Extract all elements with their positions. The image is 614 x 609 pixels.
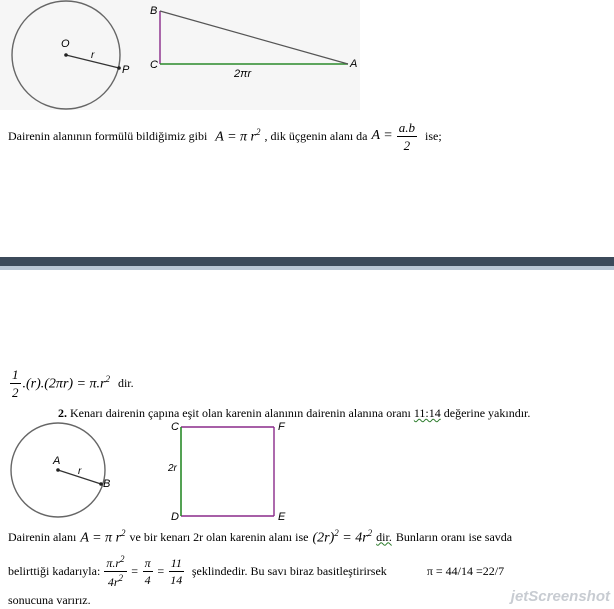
watermark-logo: jetScreenshot <box>510 588 610 605</box>
line4-p2: şeklindedir. Bu savı biraz basitleştirirsek <box>191 563 387 578</box>
point-a <box>56 468 60 472</box>
equals-1: = <box>130 563 139 578</box>
label-b2: B <box>103 478 111 490</box>
line3-dir: dir. <box>376 529 392 544</box>
text-line-4 <box>8 551 504 591</box>
fraction-pi-r2-over-4r2: $\frac{\pi.r^2}{4r^2}$ <box>106 553 125 589</box>
label-a2: A <box>53 455 61 467</box>
line1-mid: , dik üçgenin alanı da <box>264 128 368 143</box>
text-line-3 <box>8 525 512 549</box>
page-divider-shadow <box>0 266 614 270</box>
formula-circle-area-2: A = π $r^2$ <box>80 527 126 546</box>
label-f: F <box>278 421 285 433</box>
line3-p2: ve bir kenarı 2r olan karenin alanı ise <box>129 529 309 544</box>
label-c: C <box>150 59 158 71</box>
fraction-one-half: $\frac{1}{2}$ <box>12 366 19 400</box>
line2-dir: dir. <box>117 375 134 390</box>
item-2-text-b: değerine yakındır. <box>443 406 531 420</box>
formula-circle-area: A = π $r^2$ <box>215 126 261 145</box>
line3-p1: Dairenin alanı <box>8 529 77 544</box>
label-side: 2r <box>168 463 177 474</box>
label-a: A <box>350 58 358 70</box>
item-2-number: 2. <box>58 406 67 420</box>
text-line-2 <box>10 364 134 402</box>
formula-square-area: $(2r)^2 = 4r^2$ <box>312 527 373 546</box>
fraction-11-over-14: $\frac{11}{14}$ <box>170 555 183 587</box>
item-2-ratio: 11:14 <box>413 406 441 420</box>
label-base: 2πr <box>234 68 252 80</box>
text-line-5: sonucuna varırız. <box>8 593 91 607</box>
fraction-ab-over-2: $\frac{a.b}{2}$ <box>398 119 415 153</box>
point-p <box>117 66 121 70</box>
fraction-pi-over-4: $\frac{\pi}{4}$ <box>144 555 151 587</box>
item-2-text-a: Kenarı dairenin çapına eşit olan karenin alanının dairenin alanına oranı <box>70 406 411 420</box>
line1-tail: ise; <box>424 128 442 143</box>
label-d: D <box>171 511 179 523</box>
line4-approx: π = 44/14 =22/7 <box>426 563 505 578</box>
formula-triangle-lhs: A = <box>371 128 393 143</box>
equals-2: = <box>156 563 165 578</box>
label-c2: C <box>171 421 179 433</box>
figure-1-svg <box>0 0 370 112</box>
line3-p4: Bunların oranı ise savda <box>395 529 513 544</box>
label-r1: r <box>91 50 95 61</box>
text-line-1 <box>8 118 442 154</box>
point-o <box>64 53 68 57</box>
figure-2-svg <box>0 420 300 524</box>
label-b: B <box>150 5 158 17</box>
page-divider <box>0 257 614 266</box>
item-2 <box>58 406 530 421</box>
line1-lead: Dairenin alanının formülü bildiğimiz gibi <box>8 128 208 143</box>
label-o: O <box>61 38 70 50</box>
line4-p1: belirttiği kadarıyla: <box>8 563 101 578</box>
label-p: P <box>122 64 130 76</box>
label-r2: r <box>78 466 82 477</box>
triangle-hyp-ba <box>160 11 348 64</box>
label-e: E <box>278 511 286 523</box>
formula-triangle-area: $.(r).(2\pi r) = \pi.r^2$ <box>22 373 110 392</box>
